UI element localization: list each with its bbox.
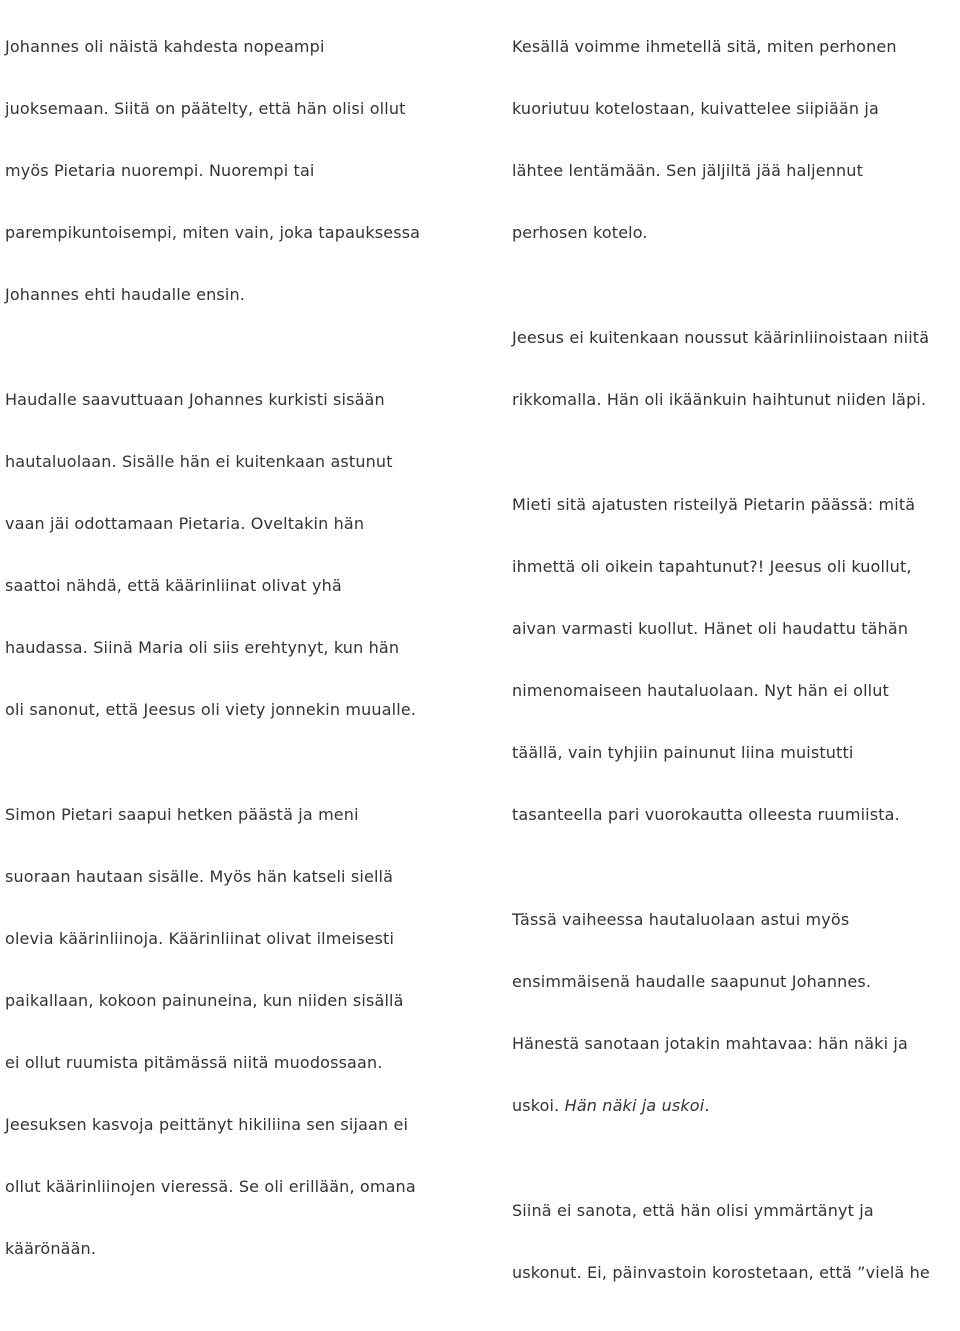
- text-line: vaan jäi odottamaan Pietaria. Oveltakin hän: [5, 514, 365, 533]
- text-line: myös Pietaria nuorempi. Nuorempi tai: [5, 161, 315, 180]
- right-paragraph-4: [512, 873, 957, 1152]
- text-line: ensimmäisenä haudalle saapunut Johannes.: [512, 972, 872, 991]
- text-line: Hänestä sanotaan jotakin mahtavaa: hän näki ja: [512, 1034, 908, 1053]
- text-line: kuoriutuu kotelostaan, kuivattelee siipiään ja: [512, 99, 879, 118]
- text-line: paikallaan, kokoon painuneina, kun niiden sisällä: [5, 991, 404, 1010]
- text-plain: uskoi.: [512, 1096, 565, 1115]
- right-paragraph-1: [512, 0, 957, 279]
- right-paragraph-5: [512, 1164, 957, 1319]
- left-paragraph-2: [5, 353, 460, 756]
- text-line: Kesällä voimme ihmetellä sitä, miten perhonen: [512, 37, 897, 56]
- text-line: olevia käärinliinoja. Käärinliinat olivat ilmeisesti: [5, 929, 395, 948]
- text-line: Johannes oli näistä kahdesta nopeampi: [5, 37, 325, 56]
- text-line: tasanteella pari vuorokautta olleesta ruumiista.: [512, 805, 900, 824]
- right-paragraph-3: [512, 458, 957, 861]
- text-line: parempikuntoisempi, miten vain, joka tapauksessa: [5, 223, 421, 242]
- right-paragraph-2: [512, 291, 957, 446]
- text-line: Mieti sitä ajatusten risteilyä Pietarin päässä: mitä: [512, 495, 916, 514]
- left-paragraph-1: [5, 0, 460, 341]
- text-line: uskonut. Ei, päinvastoin korostetaan, että ”vielä he: [512, 1263, 930, 1282]
- text-line: perhosen kotelo.: [512, 223, 648, 242]
- text-line: Jeesus ei kuitenkaan noussut käärinliinoistaan niitä: [512, 328, 930, 347]
- text-line-mixed: [512, 1090, 957, 1121]
- text-line: Simon Pietari saapui hetken päästä ja meni: [5, 805, 359, 824]
- text-line: hautaluolaan. Sisälle hän ei kuitenkaan astunut: [5, 452, 393, 471]
- text-line: ihmettä oli oikein tapahtunut?! Jeesus oli kuollut,: [512, 557, 912, 576]
- text-line: ei ollut ruumista pitämässä niitä muodossaan.: [5, 1053, 383, 1072]
- text-italic-emphasis: Hän näki ja uskoi: [564, 1096, 705, 1115]
- left-paragraph-3: [5, 768, 460, 1295]
- text-line: lähtee lentämään. Sen jäljiltä jää haljennut: [512, 161, 863, 180]
- text-line: oli sanonut, että Jeesus oli viety jonnekin muualle.: [5, 700, 417, 719]
- text-line: suoraan hautaan sisälle. Myös hän katseli siellä: [5, 867, 394, 886]
- text-line: ollut käärinliinojen vieressä. Se oli erillään, omana: [5, 1177, 416, 1196]
- text-line: käärönään.: [5, 1239, 97, 1258]
- text-line: saattoi nähdä, että käärinliinat olivat yhä: [5, 576, 342, 595]
- right-column: [512, 0, 957, 1331]
- text-line: Siinä ei sanota, että hän olisi ymmärtänyt ja: [512, 1201, 874, 1220]
- text-line: nimenomaiseen hautaluolaan. Nyt hän ei ollut: [512, 681, 889, 700]
- text-line: Jeesuksen kasvoja peittänyt hikiliina sen sijaan ei: [5, 1115, 409, 1134]
- text-line: Haudalle saavuttuaan Johannes kurkisti sisään: [5, 390, 385, 409]
- text-period: .: [704, 1096, 710, 1115]
- left-column: [5, 0, 460, 1307]
- text-line: juoksemaan. Siitä on päätelty, että hän olisi ollut: [5, 99, 406, 118]
- text-line: täällä, vain tyhjiin painunut liina muistutti: [512, 743, 854, 762]
- text-line: haudassa. Siinä Maria oli siis erehtynyt, kun hän: [5, 638, 400, 657]
- text-line: Johannes ehti haudalle ensin.: [5, 285, 245, 304]
- text-line: rikkomalla. Hän oli ikäänkuin haihtunut niiden läpi.: [512, 390, 927, 409]
- text-line: Tässä vaiheessa hautaluolaan astui myös: [512, 910, 850, 929]
- text-line: aivan varmasti kuollut. Hänet oli haudattu tähän: [512, 619, 909, 638]
